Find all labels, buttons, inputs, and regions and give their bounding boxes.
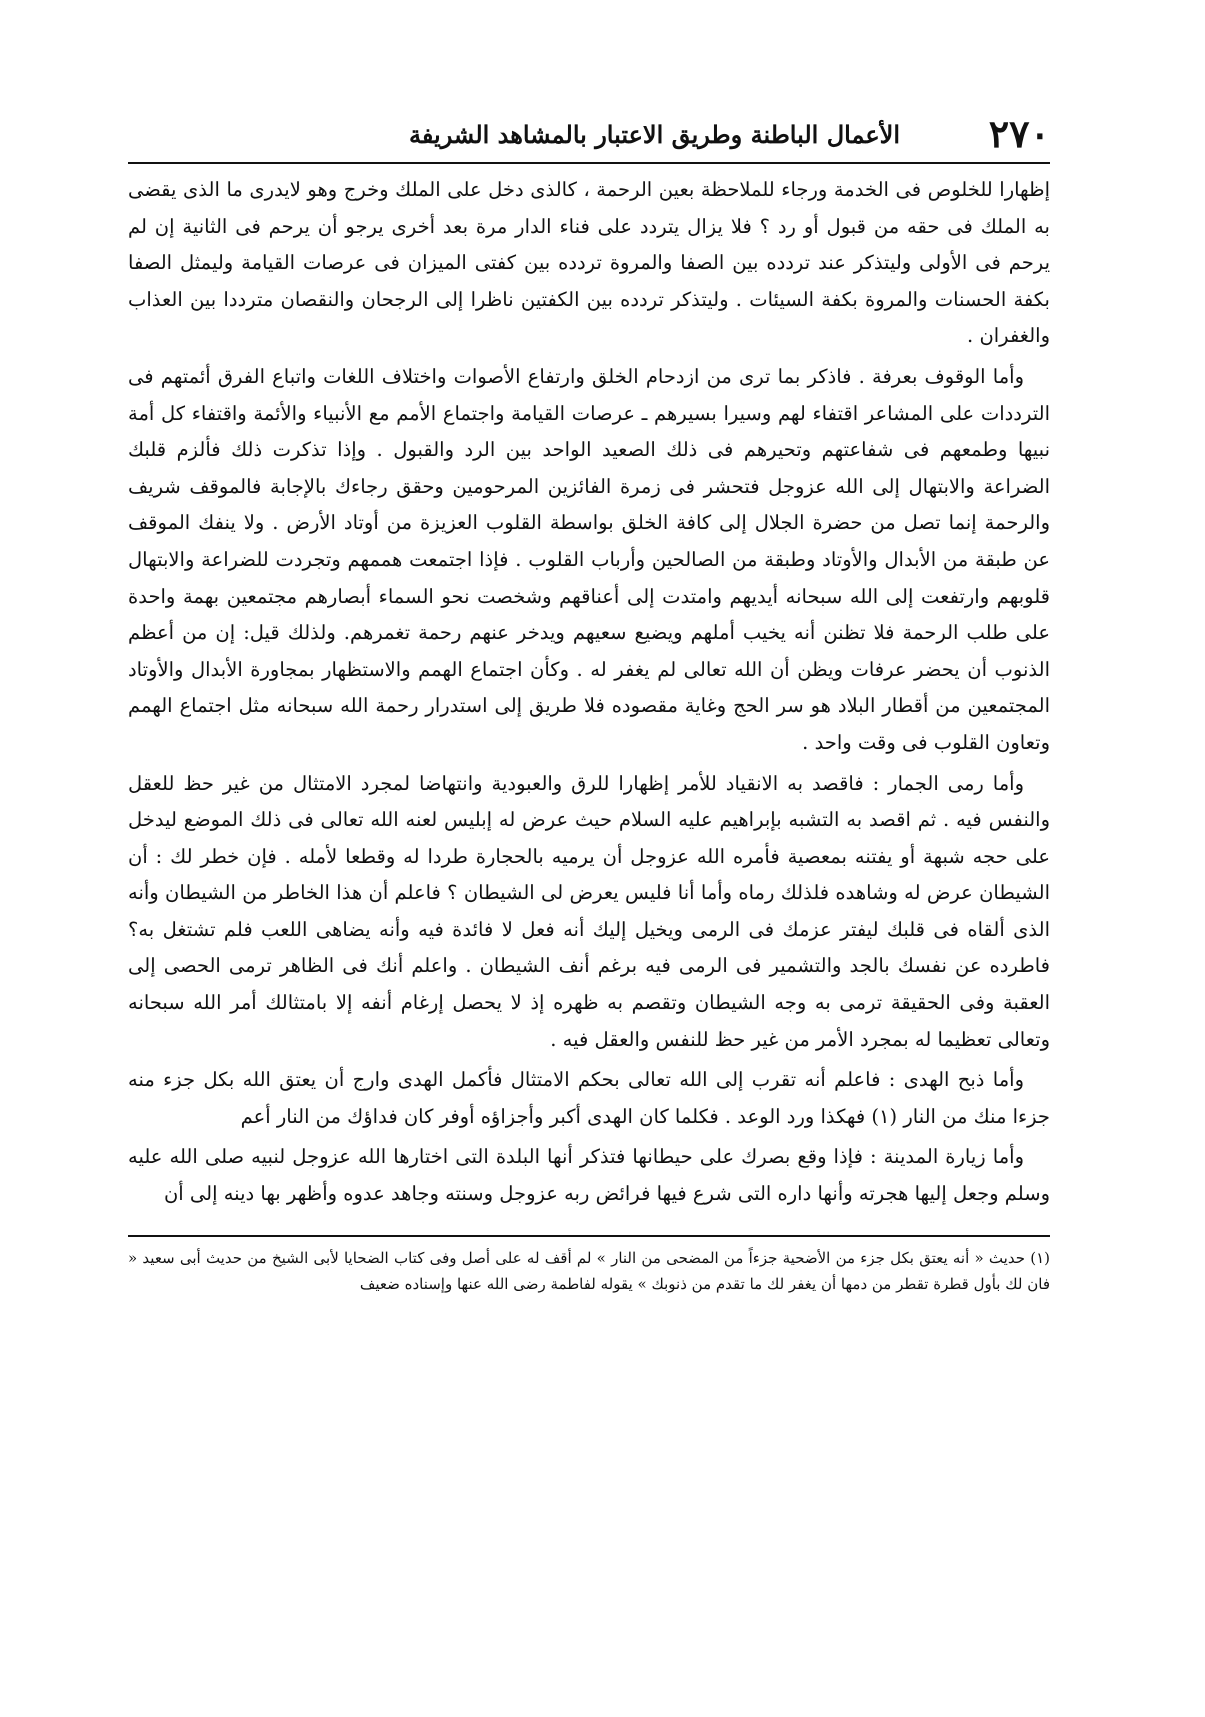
paragraph-hady: وأما ذبح الهدى : فاعلم أنه تقرب إلى الله تعالى بحكم الامتثال فأكمل الهدى وارج أن يعتق الله بكل جزء منه جزءا منك من النار (١) فهكذا ورد الوعد . فكلما كان الهدى أكبر وأجزاؤه أوفر كان فداؤك من النار أعم (128, 1068, 1050, 1128)
paragraph-madinah: وأما زيارة المدينة : فإذا وقع بصرك على حيطانها فتذكر أنها البلدة التى اختارها الله عزوجل لنبيه صلى الله عليه وسلم وجعل إليها هجرته وأنها داره التى شرع فيها فرائض ربه عزوجل وسنته وجاهد عدوه وأظهر بها دينه إلى أن (128, 1145, 1050, 1206)
paragraph-arafah: وأما الوقوف بعرفة . فاذكر بما ترى من ازدحام الخلق وارتفاع الأصوات واختلاف اللغات واتباع الفرق أئمتهم فى الترددات على المشاعر اقتفاء لهم وسيرا بسيرهم ـ عرصات القيامة واجتماع الأمم مع الأنبياء والأئمة واقتفاء كل أمة نبيها وطمعهم فى شفاعتهم وتحيرهم فى ذلك الصعيد الواحد بين الرد والقبول . وإذا تذكرت ذلك فألزم قلبك الضراعة والابتهال إلى الله عزوجل فتحشر فى زمرة الفائزين المرحومين وحقق رجاءك بالإجابة فالموقف شريف والرحمة إنما تصل من حضرة الجلال إلى كافة الخلق بواسطة القلوب العزيزة من أوتاد الأرض . ولا ينفك الموقف عن طبقة من الأبدال والأوتاد وطبقة من الصالحين وأرباب القلوب . فإذا اجتمعت هممهم وتجردت للضراعة والابتهال قلوبهم وارتفعت إلى الله سبحانه أيديهم وامتدت إلى أعناقهم وشخصت نحو السماء أبصارهم مجتمعين بهمة واحدة على طلب الرحمة فلا تظنن أنه يخيب أملهم ويضيع سعيهم ويدخر عنهم رحمة تغمرهم. ولذلك قيل: إن من أعظم الذنوب أن يحضر عرفات ويظن أن الله تعالى لم يغفر له . وكأن اجتماع الهمم والاستظهار بمجاورة الأبدال والأوتاد المجتمعين من أقطار البلاد هو سر الحج وغاية مقصوده فلا طريق إلى استدرار رحمة الله سبحانه مثل اجتماع الهمم وتعاون القلوب فى وقت واحد . (128, 364, 1050, 754)
book-page (128, 110, 1050, 1297)
footnote-divider (128, 1235, 1050, 1237)
running-title: الأعمال الباطنة وطريق الاعتبار بالمشاهد الشريفة (409, 120, 900, 149)
page-header (128, 110, 1050, 164)
footnote: (١) حديث « أنه يعتق بكل جزء من الأضحية جزءاً من المضحى من النار » لم أقف له على أصل وفى كتاب الضحايا لأبى الشيخ من حديث أبى سعيد « فان لك بأول قطرة تقطر من دمها أن يغفر لك ما تقدم من ذنوبك » يقوله لفاطمة رضى الله عنها وإسناده ضعيف (128, 1248, 1050, 1293)
paragraph-jamarat: وأما رمى الجمار : فاقصد به الانقياد للأمر إظهارا للرق والعبودية وانتهاضا لمجرد الامتثال من غير حظ للعقل والنفس فيه . ثم اقصد به التشبه بإبراهيم عليه السلام حيث عرض له إبليس لعنه الله تعالى فى ذلك الموضع ليدخل على حجه شبهة أو يفتنه بمعصية فأمره الله عزوجل أن يرميه بالحجارة طردا له وقطعا لأمله . فإن خطر لك : أن الشيطان عرض له وشاهده فلذلك رماه وأما أنا فليس يعرض لى الشيطان ؟ فاعلم أن هذا الخاطر من الشيطان وأنه الذى ألقاه فى قلبك ليفتر عزمك فى الرمى ويخيل إليك أنه فعل لا فائدة فيه وأنه يضاهى اللعب فلم تشتغل به؟ فاطرده عن نفسك بالجد والتشمير فى الرمى فيه برغم أنف الشيطان . واعلم أنك فى الظاهر ترمى الحصى إلى العقبة وفى الحقيقة ترمى به وجه الشيطان وتقصم به ظهره إذ لا يحصل إرغام أنفه إلا بامتثالك أمر الله سبحانه وتعالى تعظيما له بمجرد الأمر من غير حظ للنفس والعقل فيه . (128, 771, 1050, 1051)
paragraph-safa-marwa: إظهارا للخلوص فى الخدمة ورجاء للملاحظة بعين الرحمة ، كالذى دخل على الملك وخرج وهو لايدرى ما الذى يقضى به الملك فى حقه من قبول أو رد ؟ فلا يزال يتردد على فناء الدار مرة بعد أخرى يرجو أن يرحم فى الثانية إن لم يرحم فى الأولى وليتذكر عند تردده بين الصفا والمروة تردده بين كفتى الميزان فى عرصات القيامة وليمثل الصفا بكفة الحسنات والمروة بكفة السيئات . وليتذكر تردده بين الكفتين ناظرا إلى الرجحان والنقصان مترددا بين العذاب والغفران . (128, 178, 1050, 348)
page-number: ٢٧٠ (988, 111, 1050, 156)
body-text (128, 172, 1050, 1213)
